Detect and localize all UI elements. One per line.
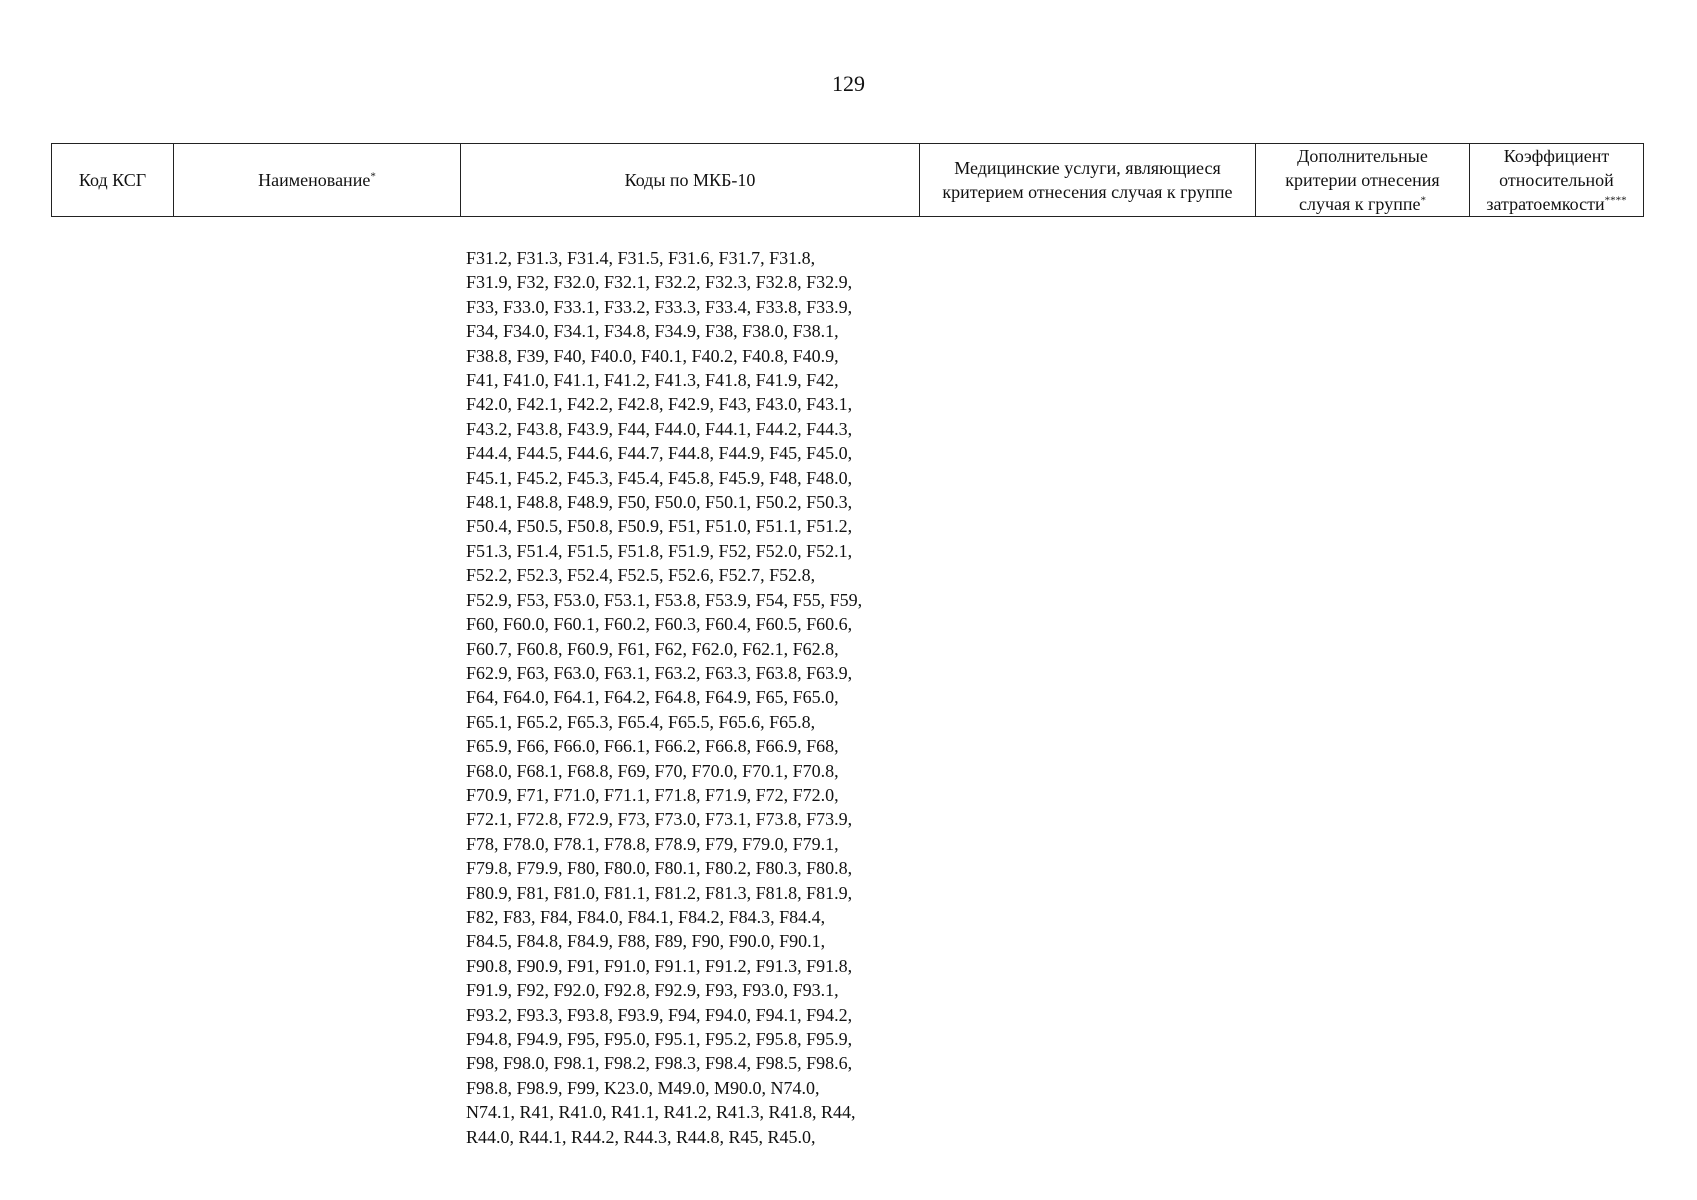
icd-code-line: F82, F83, F84, F84.0, F84.1, F84.2, F84.3, F84.4, xyxy=(466,906,826,927)
page-number: 129 xyxy=(832,71,865,96)
col-name-label: Наименование xyxy=(258,170,371,190)
icd-code-line: F79.8, F79.9, F80, F80.0, F80.1, F80.2, F80.3, F80.8, xyxy=(466,858,853,879)
icd-code-line: F84.5, F84.8, F84.9, F88, F89, F90, F90.0, F90.1, xyxy=(466,931,826,952)
col-additional-criteria xyxy=(1256,144,1470,217)
icd-code-line: F90.8, F90.9, F91, F91.0, F91.1, F91.2, F91.3, F91.8, xyxy=(466,955,853,976)
icd-code-line: F41, F41.0, F41.1, F41.2, F41.3, F41.8, F41.9, F42, xyxy=(466,370,839,391)
icd-code-line: F68.0, F68.1, F68.8, F69, F70, F70.0, F70.1, F70.8, xyxy=(466,760,839,781)
col-name xyxy=(174,144,461,217)
col-name-footnote-mark: * xyxy=(370,170,376,183)
icd-code-line: F98.8, F98.9, F99, K23.0, M49.0, M90.0, N74.0, xyxy=(466,1077,820,1098)
col-coefficient-label: Коэффициент относительной затратоемкости xyxy=(1486,146,1614,214)
col-icd-codes xyxy=(461,144,920,217)
col-additional-criteria-footnote-mark: * xyxy=(1420,194,1426,207)
icd-code-line: F65.9, F66, F66.0, F66.1, F66.2, F66.8, F66.9, F68, xyxy=(466,736,839,757)
icd-code-line: F70.9, F71, F71.0, F71.1, F71.8, F71.9, F72, F72.0, xyxy=(466,784,839,805)
icd-code-line: F51.3, F51.4, F51.5, F51.8, F51.9, F52, F52.0, F52.1, xyxy=(466,540,853,561)
icd-code-line: F43.2, F43.8, F43.9, F44, F44.0, F44.1, F44.2, F44.3, xyxy=(466,418,853,439)
icd-code-line: F45.1, F45.2, F45.3, F45.4, F45.8, F45.9, F48, F48.0, xyxy=(466,467,853,488)
icd-code-line: F31.9, F32, F32.0, F32.1, F32.2, F32.3, F32.8, F32.9, xyxy=(466,272,853,293)
col-medical-services xyxy=(920,144,1256,217)
icd-code-line: F52.9, F53, F53.0, F53.1, F53.8, F53.9, F54, F55, F59, xyxy=(466,589,863,610)
col-ksg-code xyxy=(52,144,174,217)
icd-code-line: N74.1, R41, R41.0, R41.1, R41.2, R41.3, R41.8, R44, xyxy=(466,1102,856,1123)
icd-code-line: F93.2, F93.3, F93.8, F93.9, F94, F94.0, F94.1, F94.2, xyxy=(466,1004,853,1025)
icd-code-line: F78, F78.0, F78.1, F78.8, F78.9, F79, F79.0, F79.1, xyxy=(466,833,839,854)
icd-code-line: F94.8, F94.9, F95, F95.0, F95.1, F95.2, F95.8, F95.9, xyxy=(466,1029,853,1049)
icd-code-line: F50.4, F50.5, F50.8, F50.9, F51, F51.0, F51.1, F51.2, xyxy=(466,516,853,537)
icd-code-line: F38.8, F39, F40, F40.0, F40.1, F40.2, F40.8, F40.9, xyxy=(466,345,839,366)
icd-code-line: F60.7, F60.8, F60.9, F61, F62, F62.0, F62.1, F62.8, xyxy=(466,638,839,659)
col-coefficient xyxy=(1470,144,1644,217)
header-row xyxy=(52,144,1644,217)
icd-code-line: F65.1, F65.2, F65.3, F65.4, F65.5, F65.6, F65.8, xyxy=(466,711,816,732)
icd-code-line: F33, F33.0, F33.1, F33.2, F33.3, F33.4, F33.8, F33.9, xyxy=(466,296,853,317)
icd-code-list xyxy=(466,246,936,1149)
icd-code-line: F60, F60.0, F60.1, F60.2, F60.3, F60.4, F60.5, F60.6, xyxy=(466,614,853,635)
icd-code-line: F72.1, F72.8, F72.9, F73, F73.0, F73.1, F73.8, F73.9, xyxy=(466,809,853,830)
col-medical-services-label: Медицинские услуги, являющиеся критерием отнесения случая к группе xyxy=(942,158,1233,202)
col-ksg-code-label: Код КСГ xyxy=(78,170,147,190)
icd-code-line: F52.2, F52.3, F52.4, F52.5, F52.6, F52.7, F52.8, xyxy=(466,565,816,586)
icd-code-line: F44.4, F44.5, F44.6, F44.7, F44.8, F44.9, F45, F45.0, xyxy=(466,443,853,464)
icd-code-line: F48.1, F48.8, F48.9, F50, F50.0, F50.1, F50.2, F50.3, xyxy=(466,492,853,513)
icd-code-line: F62.9, F63, F63.0, F63.1, F63.2, F63.3, F63.8, F63.9, xyxy=(466,662,853,683)
col-icd-codes-label: Коды по МКБ-10 xyxy=(624,170,756,190)
col-additional-criteria-label: Дополнительные критерии отнесения случая к группе xyxy=(1285,146,1440,214)
icd-code-line: F31.2, F31.3, F31.4, F31.5, F31.6, F31.7, F31.8, xyxy=(466,248,816,268)
icd-code-line: F34, F34.0, F34.1, F34.8, F34.9, F38, F38.0, F38.1, xyxy=(466,321,839,342)
ksg-table-header xyxy=(51,143,1644,217)
icd-code-line: F64, F64.0, F64.1, F64.2, F64.8, F64.9, F65, F65.0, xyxy=(466,687,839,708)
icd-code-line: F98, F98.0, F98.1, F98.2, F98.3, F98.4, F98.5, F98.6, xyxy=(466,1053,853,1074)
icd-code-line: R44.0, R44.1, R44.2, R44.3, R44.8, R45, R45.0, xyxy=(466,1126,816,1147)
icd-code-line: F42.0, F42.1, F42.2, F42.8, F42.9, F43, F43.0, F43.1, xyxy=(466,394,853,415)
icd-code-line: F80.9, F81, F81.0, F81.1, F81.2, F81.3, F81.8, F81.9, xyxy=(466,882,853,903)
icd-code-line: F91.9, F92, F92.0, F92.8, F92.9, F93, F93.0, F93.1, xyxy=(466,980,839,1001)
col-coefficient-footnote-mark: **** xyxy=(1604,194,1627,207)
